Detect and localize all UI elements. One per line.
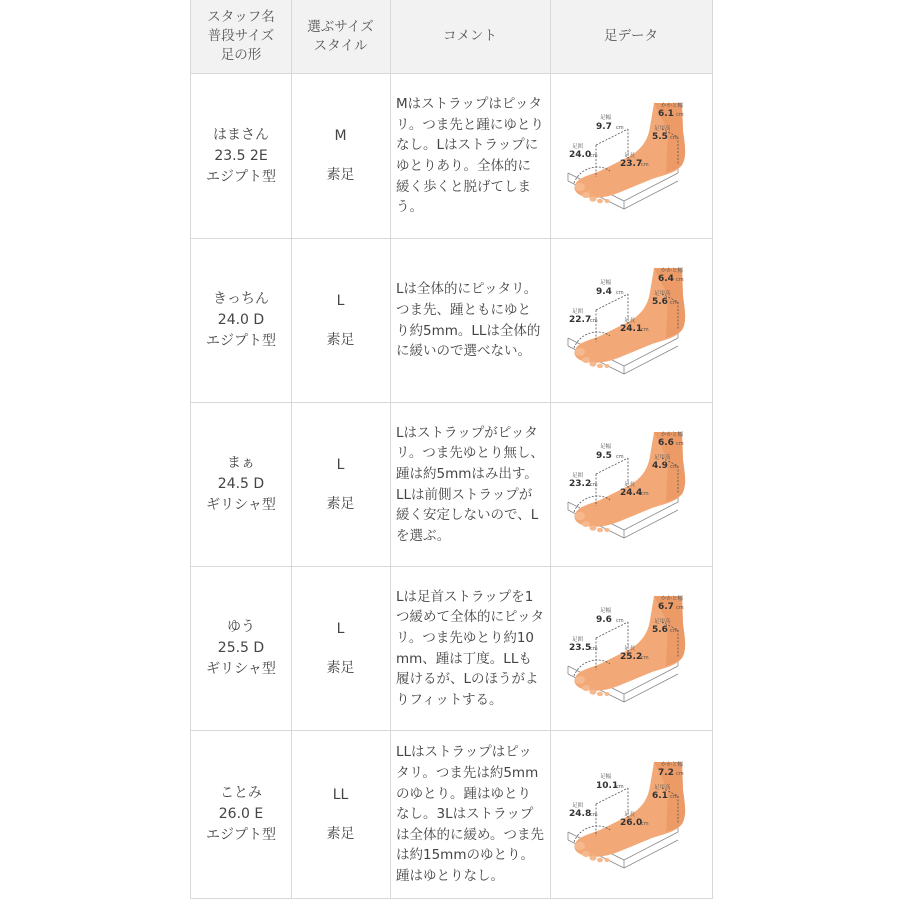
header-footdata: 足データ: [604, 28, 658, 44]
usual-size: 24.5 D: [217, 476, 265, 492]
fitting-table: [190, 0, 713, 899]
staff-name: きっちん: [213, 291, 269, 307]
instep-value: 4.9: [652, 460, 668, 471]
instep-value: 5.6: [652, 624, 668, 635]
length-value: 24.1: [620, 323, 643, 334]
size-cell: [291, 403, 390, 566]
instep-unit: cm: [670, 793, 678, 800]
length-unit: cm: [641, 326, 649, 333]
comment-cell: [390, 403, 556, 566]
header-size: 選ぶサイズ スタイル: [307, 18, 374, 54]
width-unit: cm: [616, 289, 624, 296]
table-row: [191, 731, 712, 899]
staff-cell: [191, 239, 291, 402]
width-label: 足幅: [600, 607, 612, 614]
heel-unit: cm: [676, 112, 684, 118]
comment-text: Lはストラップがピッタリ。つま先ゆとり無し、踵は約5mmはみ出す。LLは前側ストラップが緩く安定しないので、Lを選ぶ。: [396, 424, 544, 544]
length-value: 24.4: [620, 487, 643, 498]
foot-data-cell: [550, 403, 712, 566]
heel-label: かかと幅: [661, 103, 684, 109]
girth-label: 足囲: [572, 802, 584, 809]
length-unit: cm: [641, 820, 649, 827]
comment-text: Lは足首ストラップを1つ緩めて全体的にピッタリ。つま先ゆとり約10mm、踵は丁度。LLも履けるが、Lのほうがよりフィットする。: [396, 588, 544, 708]
girth-label: 足囲: [572, 308, 584, 315]
heel-unit: cm: [676, 604, 684, 611]
heel-label: かかと幅: [661, 431, 684, 438]
width-value: 9.7: [596, 122, 612, 132]
width-unit: cm: [616, 617, 624, 624]
foot-shape: エジプト型: [206, 333, 276, 349]
foot-diagram: [566, 430, 696, 540]
foot-diagram: [566, 266, 696, 376]
comment-cell: [390, 731, 556, 898]
girth-label: 足囲: [572, 472, 584, 479]
girth-value: 22.7: [569, 314, 592, 325]
width-value: 9.6: [596, 614, 612, 625]
instep-label: 足甲高: [654, 454, 671, 461]
width-label: 足幅: [600, 115, 612, 121]
length-value: 26.0: [620, 817, 643, 828]
instep-label: 足甲高: [654, 618, 671, 625]
girth-unit: cm: [590, 153, 598, 159]
usual-size: 24.0 D: [217, 312, 265, 328]
width-label: 足幅: [600, 773, 612, 780]
length-value: 25.2: [620, 651, 643, 662]
table-row: [191, 403, 712, 567]
table-header: [191, 0, 712, 74]
size-cell: [291, 74, 390, 238]
length-label: 足長: [624, 153, 636, 159]
length-unit: cm: [641, 490, 649, 497]
usual-size: 23.5 2E: [214, 147, 268, 164]
instep-label: 足甲高: [654, 126, 671, 132]
chosen-size: L: [336, 456, 345, 473]
staff-name: ゆう: [227, 619, 255, 635]
foot-shape: エジプト型: [206, 827, 276, 843]
size-cell: [291, 567, 390, 730]
style-label: 素足: [326, 659, 355, 676]
instep-unit: cm: [670, 463, 678, 470]
foot-data-cell: [550, 239, 712, 402]
usual-size: 25.5 D: [217, 640, 265, 656]
staff-name: まぁ: [227, 455, 255, 471]
heel-unit: cm: [676, 440, 684, 447]
chosen-size: L: [336, 620, 345, 637]
chosen-size: L: [336, 292, 345, 309]
size-cell: [291, 239, 390, 402]
width-value: 10.1: [596, 780, 619, 791]
staff-cell: [191, 567, 291, 730]
staff-cell: [191, 731, 291, 898]
girth-label: 足囲: [572, 144, 584, 150]
width-label: 足幅: [600, 279, 612, 286]
heel-unit: cm: [676, 276, 684, 283]
heel-label: かかと幅: [661, 267, 684, 274]
heel-value: 6.7: [658, 601, 674, 612]
heel-value: 6.6: [658, 437, 674, 448]
staff-cell: [191, 74, 291, 238]
table-row: [191, 74, 712, 239]
staff-cell: [191, 403, 291, 566]
length-unit: cm: [641, 162, 649, 168]
length-value: 23.7: [620, 159, 643, 169]
foot-data-cell: [550, 74, 712, 238]
girth-value: 23.5: [569, 642, 592, 653]
table-row: [191, 239, 712, 403]
length-label: 足長: [624, 481, 636, 488]
size-cell: [291, 731, 390, 898]
heel-value: 6.1: [658, 109, 674, 119]
table-row: [191, 567, 712, 731]
comment-cell: [390, 239, 556, 402]
instep-unit: cm: [670, 135, 678, 141]
girth-unit: cm: [590, 317, 598, 324]
usual-size: 26.0 E: [218, 806, 264, 822]
width-unit: cm: [616, 125, 624, 131]
girth-value: 24.0: [569, 150, 592, 160]
foot-data-cell: [550, 567, 712, 730]
instep-value: 6.1: [652, 790, 668, 801]
instep-unit: cm: [670, 627, 678, 634]
girth-value: 24.8: [569, 808, 592, 819]
instep-unit: cm: [670, 299, 678, 306]
girth-unit: cm: [590, 481, 598, 488]
chosen-size: M: [334, 128, 347, 144]
comment-text: Lは全体的にピッタリ。つま先、踵ともにゆとり約5mm。LLは全体的に緩いので選べない。: [396, 281, 541, 360]
style-label: 素足: [326, 331, 355, 348]
length-label: 足長: [624, 645, 636, 652]
style-label: 素足: [326, 167, 355, 183]
girth-unit: cm: [590, 811, 598, 818]
width-value: 9.5: [596, 450, 612, 461]
instep-value: 5.6: [652, 296, 668, 307]
girth-label: 足囲: [572, 636, 584, 643]
foot-diagram: [566, 760, 696, 870]
instep-value: 5.5: [652, 132, 668, 142]
width-unit: cm: [616, 783, 624, 790]
header-comment: コメント: [443, 28, 497, 44]
style-label: 素足: [326, 495, 355, 512]
instep-label: 足甲高: [654, 784, 671, 791]
comment-cell: [390, 567, 556, 730]
heel-label: かかと幅: [661, 595, 684, 602]
chosen-size: LL: [332, 786, 349, 803]
comment-cell: [390, 74, 556, 238]
foot-diagram: [566, 594, 696, 704]
heel-value: 7.2: [658, 767, 674, 778]
length-unit: cm: [641, 654, 649, 661]
width-value: 9.4: [596, 286, 612, 297]
staff-name: はまさん: [213, 126, 269, 143]
comment-text: LLはストラップはピッタリ。つま先は約5mmのゆとり。踵はゆとりなし。3Lはストラップは全体的に緩め。つま先は約15mmのゆとり。踵はゆとりなし。: [396, 744, 544, 884]
girth-value: 23.2: [569, 478, 592, 489]
heel-label: かかと幅: [661, 761, 684, 768]
heel-value: 6.4: [658, 273, 674, 284]
length-label: 足長: [624, 811, 636, 818]
style-label: 素足: [326, 825, 355, 842]
instep-label: 足甲高: [654, 290, 671, 297]
comment-text: Mはストラップはピッタリ。つま先と踵にゆとりなし。Lはストラップにゆとりあり。全体的に緩く歩くと脱げてしまう。: [396, 96, 544, 216]
foot-shape: ギリシャ型: [206, 661, 276, 677]
staff-name: ことみ: [220, 785, 262, 801]
width-unit: cm: [616, 453, 624, 460]
width-label: 足幅: [600, 443, 612, 450]
heel-unit: cm: [676, 770, 684, 777]
foot-shape: ギリシャ型: [206, 497, 276, 513]
girth-unit: cm: [590, 645, 598, 652]
length-label: 足長: [624, 317, 636, 324]
foot-diagram: [566, 101, 696, 211]
foot-shape: エジプト型: [206, 168, 276, 185]
foot-data-cell: [550, 731, 712, 898]
header-staff: スタッフ名 普段サイズ 足の形: [207, 9, 275, 63]
